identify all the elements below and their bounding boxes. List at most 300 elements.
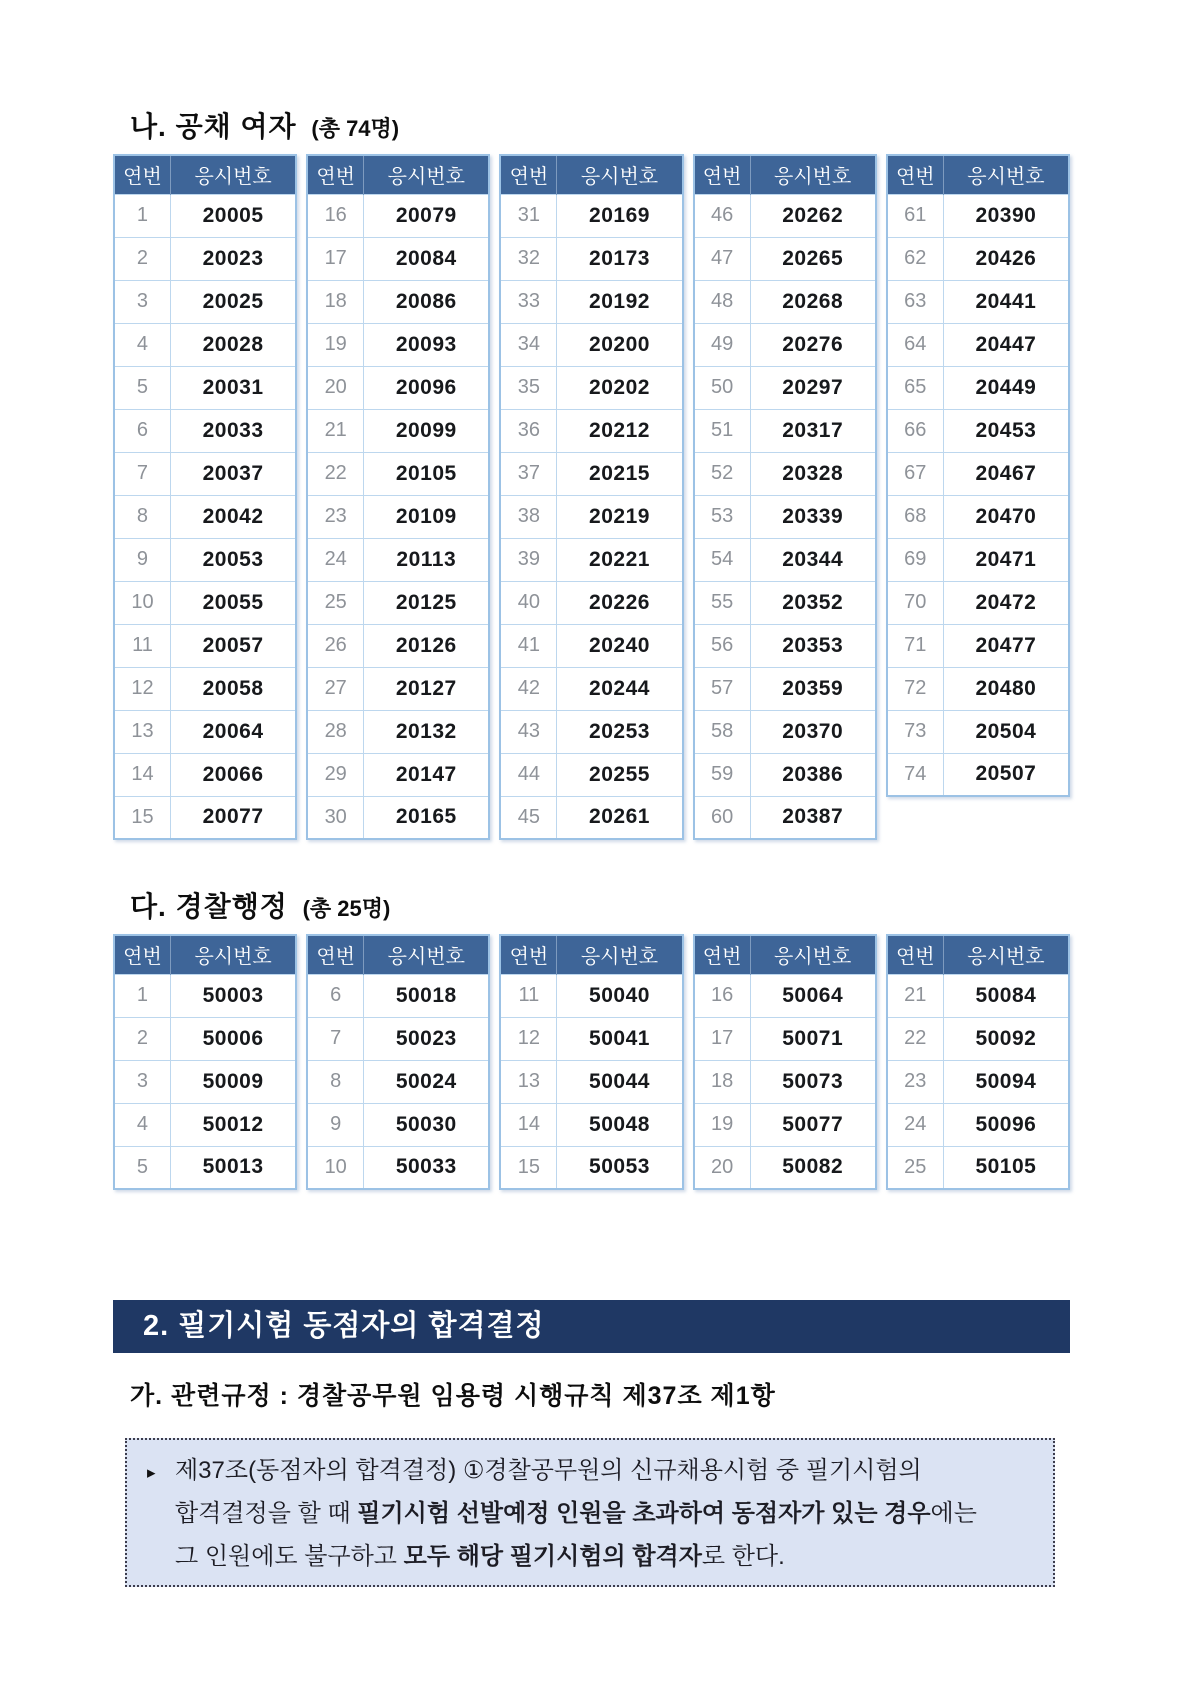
serial-cell: 6 bbox=[307, 974, 363, 1017]
serial-cell: 25 bbox=[307, 581, 363, 624]
applicant-number-cell: 20084 bbox=[364, 237, 490, 280]
serial-cell: 12 bbox=[114, 667, 170, 710]
table-row bbox=[114, 194, 296, 237]
col-header-serial: 연번 bbox=[694, 935, 750, 974]
table-row bbox=[500, 323, 682, 366]
serial-cell: 11 bbox=[114, 624, 170, 667]
serial-cell: 50 bbox=[694, 366, 750, 409]
applicant-number-cell: 20471 bbox=[943, 538, 1069, 581]
applicant-number-cell: 20165 bbox=[364, 796, 490, 839]
table-row bbox=[694, 1017, 876, 1060]
applicant-number-cell: 50018 bbox=[364, 974, 490, 1017]
serial-cell: 71 bbox=[887, 624, 943, 667]
table-row bbox=[114, 667, 296, 710]
table-row bbox=[887, 1146, 1069, 1189]
applicant-number-cell: 20344 bbox=[750, 538, 876, 581]
applicant-number-cell: 20353 bbox=[750, 624, 876, 667]
table-row bbox=[307, 1103, 489, 1146]
applicant-number-cell: 20268 bbox=[750, 280, 876, 323]
applicant-number-cell: 20064 bbox=[170, 710, 296, 753]
applicant-number-cell: 20031 bbox=[170, 366, 296, 409]
table-row bbox=[887, 974, 1069, 1017]
serial-cell: 41 bbox=[500, 624, 556, 667]
serial-cell: 18 bbox=[694, 1060, 750, 1103]
applicant-number-cell: 20200 bbox=[557, 323, 683, 366]
applicant-number-cell: 20276 bbox=[750, 323, 876, 366]
applicant-number-cell: 20426 bbox=[943, 237, 1069, 280]
section-title-text: 나. 공채 여자 bbox=[130, 111, 297, 142]
applicant-number-cell: 50048 bbox=[557, 1103, 683, 1146]
applicant-number-cell: 50006 bbox=[170, 1017, 296, 1060]
serial-cell: 14 bbox=[114, 753, 170, 796]
serial-cell: 29 bbox=[307, 753, 363, 796]
applicant-number-cell: 20086 bbox=[364, 280, 490, 323]
table-row bbox=[307, 624, 489, 667]
applicant-number-cell: 20449 bbox=[943, 366, 1069, 409]
col-header-applicant-number: 응시번호 bbox=[943, 155, 1069, 194]
serial-cell: 16 bbox=[694, 974, 750, 1017]
col-header-applicant-number: 응시번호 bbox=[750, 935, 876, 974]
table-row bbox=[500, 237, 682, 280]
serial-cell: 63 bbox=[887, 280, 943, 323]
serial-cell: 17 bbox=[307, 237, 363, 280]
applicant-number-cell: 20219 bbox=[557, 495, 683, 538]
serial-cell: 62 bbox=[887, 237, 943, 280]
serial-cell: 13 bbox=[114, 710, 170, 753]
table-row bbox=[500, 974, 682, 1017]
applicant-number-cell: 50033 bbox=[364, 1146, 490, 1189]
serial-cell: 30 bbox=[307, 796, 363, 839]
table-row bbox=[694, 667, 876, 710]
table-row bbox=[307, 237, 489, 280]
serial-cell: 20 bbox=[694, 1146, 750, 1189]
applicant-number-cell: 50023 bbox=[364, 1017, 490, 1060]
applicant-number-cell: 20352 bbox=[750, 581, 876, 624]
section-police-admin bbox=[113, 885, 1070, 1190]
table-row bbox=[114, 237, 296, 280]
table-row bbox=[500, 1060, 682, 1103]
col-header-applicant-number: 응시번호 bbox=[557, 155, 683, 194]
applicant-number-cell: 20328 bbox=[750, 452, 876, 495]
serial-cell: 32 bbox=[500, 237, 556, 280]
applicant-number-cell: 20240 bbox=[557, 624, 683, 667]
table-row bbox=[887, 323, 1069, 366]
roster-table bbox=[693, 934, 877, 1190]
table-row bbox=[694, 237, 876, 280]
col-header-serial: 연번 bbox=[694, 155, 750, 194]
serial-cell: 19 bbox=[307, 323, 363, 366]
serial-cell: 61 bbox=[887, 194, 943, 237]
applicant-number-cell: 20504 bbox=[943, 710, 1069, 753]
serial-cell: 37 bbox=[500, 452, 556, 495]
applicant-number-cell: 20058 bbox=[170, 667, 296, 710]
table-row bbox=[887, 452, 1069, 495]
serial-cell: 2 bbox=[114, 1017, 170, 1060]
applicant-number-cell: 20147 bbox=[364, 753, 490, 796]
col-header-serial: 연번 bbox=[307, 155, 363, 194]
serial-cell: 65 bbox=[887, 366, 943, 409]
applicant-number-cell: 50077 bbox=[750, 1103, 876, 1146]
table-row bbox=[694, 280, 876, 323]
applicant-number-cell: 20057 bbox=[170, 624, 296, 667]
serial-cell: 21 bbox=[887, 974, 943, 1017]
serial-cell: 54 bbox=[694, 538, 750, 581]
serial-cell: 43 bbox=[500, 710, 556, 753]
table-row bbox=[114, 409, 296, 452]
col-header-serial: 연번 bbox=[887, 935, 943, 974]
table-row bbox=[887, 624, 1069, 667]
note-text: 그 인원에도 불구하고 bbox=[175, 1543, 404, 1570]
applicant-number-cell: 50105 bbox=[943, 1146, 1069, 1189]
serial-cell: 28 bbox=[307, 710, 363, 753]
applicant-number-cell: 20253 bbox=[557, 710, 683, 753]
applicant-number-cell: 20126 bbox=[364, 624, 490, 667]
col-header-applicant-number: 응시번호 bbox=[364, 935, 490, 974]
applicant-number-cell: 50044 bbox=[557, 1060, 683, 1103]
applicant-number-cell: 20037 bbox=[170, 452, 296, 495]
table-row bbox=[887, 753, 1069, 796]
table-row bbox=[307, 495, 489, 538]
applicant-number-cell: 20053 bbox=[170, 538, 296, 581]
applicant-number-cell: 20255 bbox=[557, 753, 683, 796]
applicant-number-cell: 50041 bbox=[557, 1017, 683, 1060]
note-text: 제37조(동점자의 합격결정) ①경찰공무원의 신규채용시험 중 필기시험의 bbox=[175, 1457, 922, 1484]
table-row bbox=[694, 323, 876, 366]
roster-tables-police-admin bbox=[113, 934, 1070, 1190]
serial-cell: 22 bbox=[307, 452, 363, 495]
table-row bbox=[887, 667, 1069, 710]
table-row bbox=[694, 796, 876, 839]
table-row bbox=[887, 280, 1069, 323]
note-text: 합격결정을 할 때 bbox=[175, 1500, 358, 1527]
serial-cell: 4 bbox=[114, 323, 170, 366]
serial-cell: 40 bbox=[500, 581, 556, 624]
applicant-number-cell: 50082 bbox=[750, 1146, 876, 1189]
applicant-number-cell: 20244 bbox=[557, 667, 683, 710]
applicant-number-cell: 20113 bbox=[364, 538, 490, 581]
table-row bbox=[307, 753, 489, 796]
table-row bbox=[307, 1146, 489, 1189]
applicant-number-cell: 20005 bbox=[170, 194, 296, 237]
table-row bbox=[114, 581, 296, 624]
applicant-number-cell: 50024 bbox=[364, 1060, 490, 1103]
table-row bbox=[307, 366, 489, 409]
serial-cell: 22 bbox=[887, 1017, 943, 1060]
serial-cell: 52 bbox=[694, 452, 750, 495]
section-recruit-female bbox=[113, 105, 1070, 840]
table-row bbox=[500, 495, 682, 538]
serial-cell: 45 bbox=[500, 796, 556, 839]
serial-cell: 9 bbox=[114, 538, 170, 581]
regulation-heading: 가. 관련규정 : 경찰공무원 임용령 시행규칙 제37조 제1항 bbox=[130, 1382, 776, 1410]
serial-cell: 17 bbox=[694, 1017, 750, 1060]
serial-cell: 23 bbox=[307, 495, 363, 538]
table-row bbox=[307, 974, 489, 1017]
serial-cell: 16 bbox=[307, 194, 363, 237]
serial-cell: 57 bbox=[694, 667, 750, 710]
table-row bbox=[500, 538, 682, 581]
table-row bbox=[307, 323, 489, 366]
table-row bbox=[500, 624, 682, 667]
serial-cell: 11 bbox=[500, 974, 556, 1017]
table-row bbox=[307, 409, 489, 452]
col-header-serial: 연번 bbox=[500, 935, 556, 974]
col-header-serial: 연번 bbox=[114, 155, 170, 194]
applicant-number-cell: 50071 bbox=[750, 1017, 876, 1060]
regulation-note-box bbox=[125, 1438, 1055, 1587]
table-row bbox=[887, 409, 1069, 452]
table-row bbox=[887, 1103, 1069, 1146]
applicant-number-cell: 20055 bbox=[170, 581, 296, 624]
applicant-number-cell: 20453 bbox=[943, 409, 1069, 452]
applicant-number-cell: 50009 bbox=[170, 1060, 296, 1103]
serial-cell: 7 bbox=[114, 452, 170, 495]
applicant-number-cell: 20467 bbox=[943, 452, 1069, 495]
col-header-serial: 연번 bbox=[114, 935, 170, 974]
section-title-police-admin bbox=[130, 885, 1070, 925]
applicant-number-cell: 20028 bbox=[170, 323, 296, 366]
serial-cell: 53 bbox=[694, 495, 750, 538]
applicant-number-cell: 20441 bbox=[943, 280, 1069, 323]
applicant-number-cell: 20033 bbox=[170, 409, 296, 452]
serial-cell: 15 bbox=[114, 796, 170, 839]
applicant-number-cell: 20105 bbox=[364, 452, 490, 495]
serial-cell: 14 bbox=[500, 1103, 556, 1146]
applicant-number-cell: 20025 bbox=[170, 280, 296, 323]
table-row bbox=[500, 796, 682, 839]
table-row bbox=[114, 1103, 296, 1146]
serial-cell: 13 bbox=[500, 1060, 556, 1103]
applicant-number-cell: 20215 bbox=[557, 452, 683, 495]
serial-cell: 68 bbox=[887, 495, 943, 538]
applicant-number-cell: 20297 bbox=[750, 366, 876, 409]
roster-tables-female bbox=[113, 154, 1070, 840]
serial-cell: 5 bbox=[114, 1146, 170, 1189]
serial-cell: 49 bbox=[694, 323, 750, 366]
serial-cell: 64 bbox=[887, 323, 943, 366]
serial-cell: 25 bbox=[887, 1146, 943, 1189]
serial-cell: 21 bbox=[307, 409, 363, 452]
col-header-applicant-number: 응시번호 bbox=[170, 935, 296, 974]
applicant-number-cell: 20317 bbox=[750, 409, 876, 452]
table-row bbox=[114, 323, 296, 366]
applicant-number-cell: 20339 bbox=[750, 495, 876, 538]
serial-cell: 27 bbox=[307, 667, 363, 710]
serial-cell: 56 bbox=[694, 624, 750, 667]
table-row bbox=[694, 753, 876, 796]
serial-cell: 24 bbox=[887, 1103, 943, 1146]
section2-header-banner bbox=[113, 1300, 1070, 1353]
applicant-number-cell: 20265 bbox=[750, 237, 876, 280]
serial-cell: 69 bbox=[887, 538, 943, 581]
table-row bbox=[114, 1060, 296, 1103]
table-row bbox=[887, 237, 1069, 280]
serial-cell: 1 bbox=[114, 194, 170, 237]
note-text-bold: 필기시험 선발예정 인원을 초과하여 동점자가 있는 경우 bbox=[357, 1500, 931, 1527]
table-row bbox=[694, 366, 876, 409]
roster-table bbox=[499, 934, 683, 1190]
table-row bbox=[694, 1060, 876, 1103]
col-header-serial: 연번 bbox=[887, 155, 943, 194]
applicant-number-cell: 20125 bbox=[364, 581, 490, 624]
serial-cell: 4 bbox=[114, 1103, 170, 1146]
roster-table bbox=[113, 154, 297, 840]
applicant-number-cell: 20472 bbox=[943, 581, 1069, 624]
table-row bbox=[887, 538, 1069, 581]
col-header-serial: 연번 bbox=[307, 935, 363, 974]
section-title-text: 다. 경찰행정 bbox=[130, 891, 288, 922]
serial-cell: 3 bbox=[114, 1060, 170, 1103]
serial-cell: 34 bbox=[500, 323, 556, 366]
table-row bbox=[500, 366, 682, 409]
table-row bbox=[887, 366, 1069, 409]
applicant-number-cell: 20386 bbox=[750, 753, 876, 796]
table-row bbox=[500, 753, 682, 796]
serial-cell: 18 bbox=[307, 280, 363, 323]
serial-cell: 35 bbox=[500, 366, 556, 409]
table-row bbox=[694, 1103, 876, 1146]
applicant-number-cell: 20370 bbox=[750, 710, 876, 753]
applicant-number-cell: 20507 bbox=[943, 753, 1069, 796]
serial-cell: 10 bbox=[114, 581, 170, 624]
roster-table bbox=[693, 154, 877, 840]
table-row bbox=[114, 538, 296, 581]
applicant-number-cell: 20079 bbox=[364, 194, 490, 237]
roster-table bbox=[886, 154, 1070, 797]
serial-cell: 9 bbox=[307, 1103, 363, 1146]
roster-table bbox=[886, 934, 1070, 1190]
table-row bbox=[500, 581, 682, 624]
table-row bbox=[694, 409, 876, 452]
applicant-number-cell: 20262 bbox=[750, 194, 876, 237]
applicant-number-cell: 20066 bbox=[170, 753, 296, 796]
col-header-applicant-number: 응시번호 bbox=[943, 935, 1069, 974]
serial-cell: 1 bbox=[114, 974, 170, 1017]
table-row bbox=[307, 581, 489, 624]
serial-cell: 70 bbox=[887, 581, 943, 624]
table-row bbox=[500, 194, 682, 237]
table-row bbox=[307, 1060, 489, 1103]
serial-cell: 26 bbox=[307, 624, 363, 667]
applicant-number-cell: 20359 bbox=[750, 667, 876, 710]
serial-cell: 8 bbox=[114, 495, 170, 538]
section-title-recruit-female bbox=[130, 105, 1070, 145]
table-row bbox=[114, 753, 296, 796]
applicant-number-cell: 20169 bbox=[557, 194, 683, 237]
applicant-number-cell: 20109 bbox=[364, 495, 490, 538]
serial-cell: 51 bbox=[694, 409, 750, 452]
applicant-number-cell: 20202 bbox=[557, 366, 683, 409]
table-row bbox=[307, 280, 489, 323]
applicant-number-cell: 20470 bbox=[943, 495, 1069, 538]
applicant-number-cell: 20127 bbox=[364, 667, 490, 710]
serial-cell: 10 bbox=[307, 1146, 363, 1189]
note-text-block bbox=[175, 1449, 1033, 1578]
note-line bbox=[175, 1492, 1033, 1535]
triangle-bullet-icon: ▸ bbox=[147, 1463, 156, 1482]
applicant-number-cell: 20447 bbox=[943, 323, 1069, 366]
serial-cell: 20 bbox=[307, 366, 363, 409]
table-row bbox=[694, 194, 876, 237]
serial-cell: 55 bbox=[694, 581, 750, 624]
table-row bbox=[887, 1060, 1069, 1103]
table-row bbox=[887, 581, 1069, 624]
table-row bbox=[114, 974, 296, 1017]
serial-cell: 31 bbox=[500, 194, 556, 237]
table-row bbox=[500, 409, 682, 452]
serial-cell: 15 bbox=[500, 1146, 556, 1189]
table-row bbox=[694, 624, 876, 667]
serial-cell: 23 bbox=[887, 1060, 943, 1103]
note-text: 로 한다. bbox=[701, 1543, 785, 1570]
table-row bbox=[307, 452, 489, 495]
table-row bbox=[694, 1146, 876, 1189]
applicant-number-cell: 20096 bbox=[364, 366, 490, 409]
serial-cell: 44 bbox=[500, 753, 556, 796]
roster-table bbox=[113, 934, 297, 1190]
applicant-number-cell: 50094 bbox=[943, 1060, 1069, 1103]
serial-cell: 74 bbox=[887, 753, 943, 796]
table-row bbox=[307, 667, 489, 710]
col-header-serial: 연번 bbox=[500, 155, 556, 194]
serial-cell: 46 bbox=[694, 194, 750, 237]
applicant-number-cell: 50040 bbox=[557, 974, 683, 1017]
serial-cell: 12 bbox=[500, 1017, 556, 1060]
serial-cell: 19 bbox=[694, 1103, 750, 1146]
applicant-number-cell: 20132 bbox=[364, 710, 490, 753]
table-row bbox=[694, 538, 876, 581]
note-text-bold: 모두 해당 필기시험의 합격자 bbox=[403, 1543, 702, 1570]
col-header-applicant-number: 응시번호 bbox=[750, 155, 876, 194]
serial-cell: 38 bbox=[500, 495, 556, 538]
table-row bbox=[114, 1017, 296, 1060]
section-count-badge: (총 74명) bbox=[311, 116, 400, 141]
table-row bbox=[887, 1017, 1069, 1060]
applicant-number-cell: 50012 bbox=[170, 1103, 296, 1146]
roster-table bbox=[306, 934, 490, 1190]
applicant-number-cell: 50092 bbox=[943, 1017, 1069, 1060]
serial-cell: 58 bbox=[694, 710, 750, 753]
table-row bbox=[887, 710, 1069, 753]
table-row bbox=[114, 624, 296, 667]
section-count-badge: (총 25명) bbox=[302, 896, 391, 921]
applicant-number-cell: 50084 bbox=[943, 974, 1069, 1017]
table-row bbox=[500, 1017, 682, 1060]
applicant-number-cell: 20226 bbox=[557, 581, 683, 624]
table-row bbox=[114, 1146, 296, 1189]
serial-cell: 59 bbox=[694, 753, 750, 796]
roster-table bbox=[499, 154, 683, 840]
applicant-number-cell: 20093 bbox=[364, 323, 490, 366]
table-row bbox=[694, 452, 876, 495]
serial-cell: 72 bbox=[887, 667, 943, 710]
applicant-number-cell: 20212 bbox=[557, 409, 683, 452]
table-row bbox=[500, 710, 682, 753]
table-row bbox=[500, 452, 682, 495]
applicant-number-cell: 50030 bbox=[364, 1103, 490, 1146]
applicant-number-cell: 20192 bbox=[557, 280, 683, 323]
serial-cell: 8 bbox=[307, 1060, 363, 1103]
table-row bbox=[500, 280, 682, 323]
col-header-applicant-number: 응시번호 bbox=[364, 155, 490, 194]
table-row bbox=[307, 1017, 489, 1060]
roster-table bbox=[306, 154, 490, 840]
serial-cell: 7 bbox=[307, 1017, 363, 1060]
serial-cell: 36 bbox=[500, 409, 556, 452]
note-line bbox=[175, 1449, 1033, 1492]
serial-cell: 6 bbox=[114, 409, 170, 452]
table-row bbox=[114, 796, 296, 839]
